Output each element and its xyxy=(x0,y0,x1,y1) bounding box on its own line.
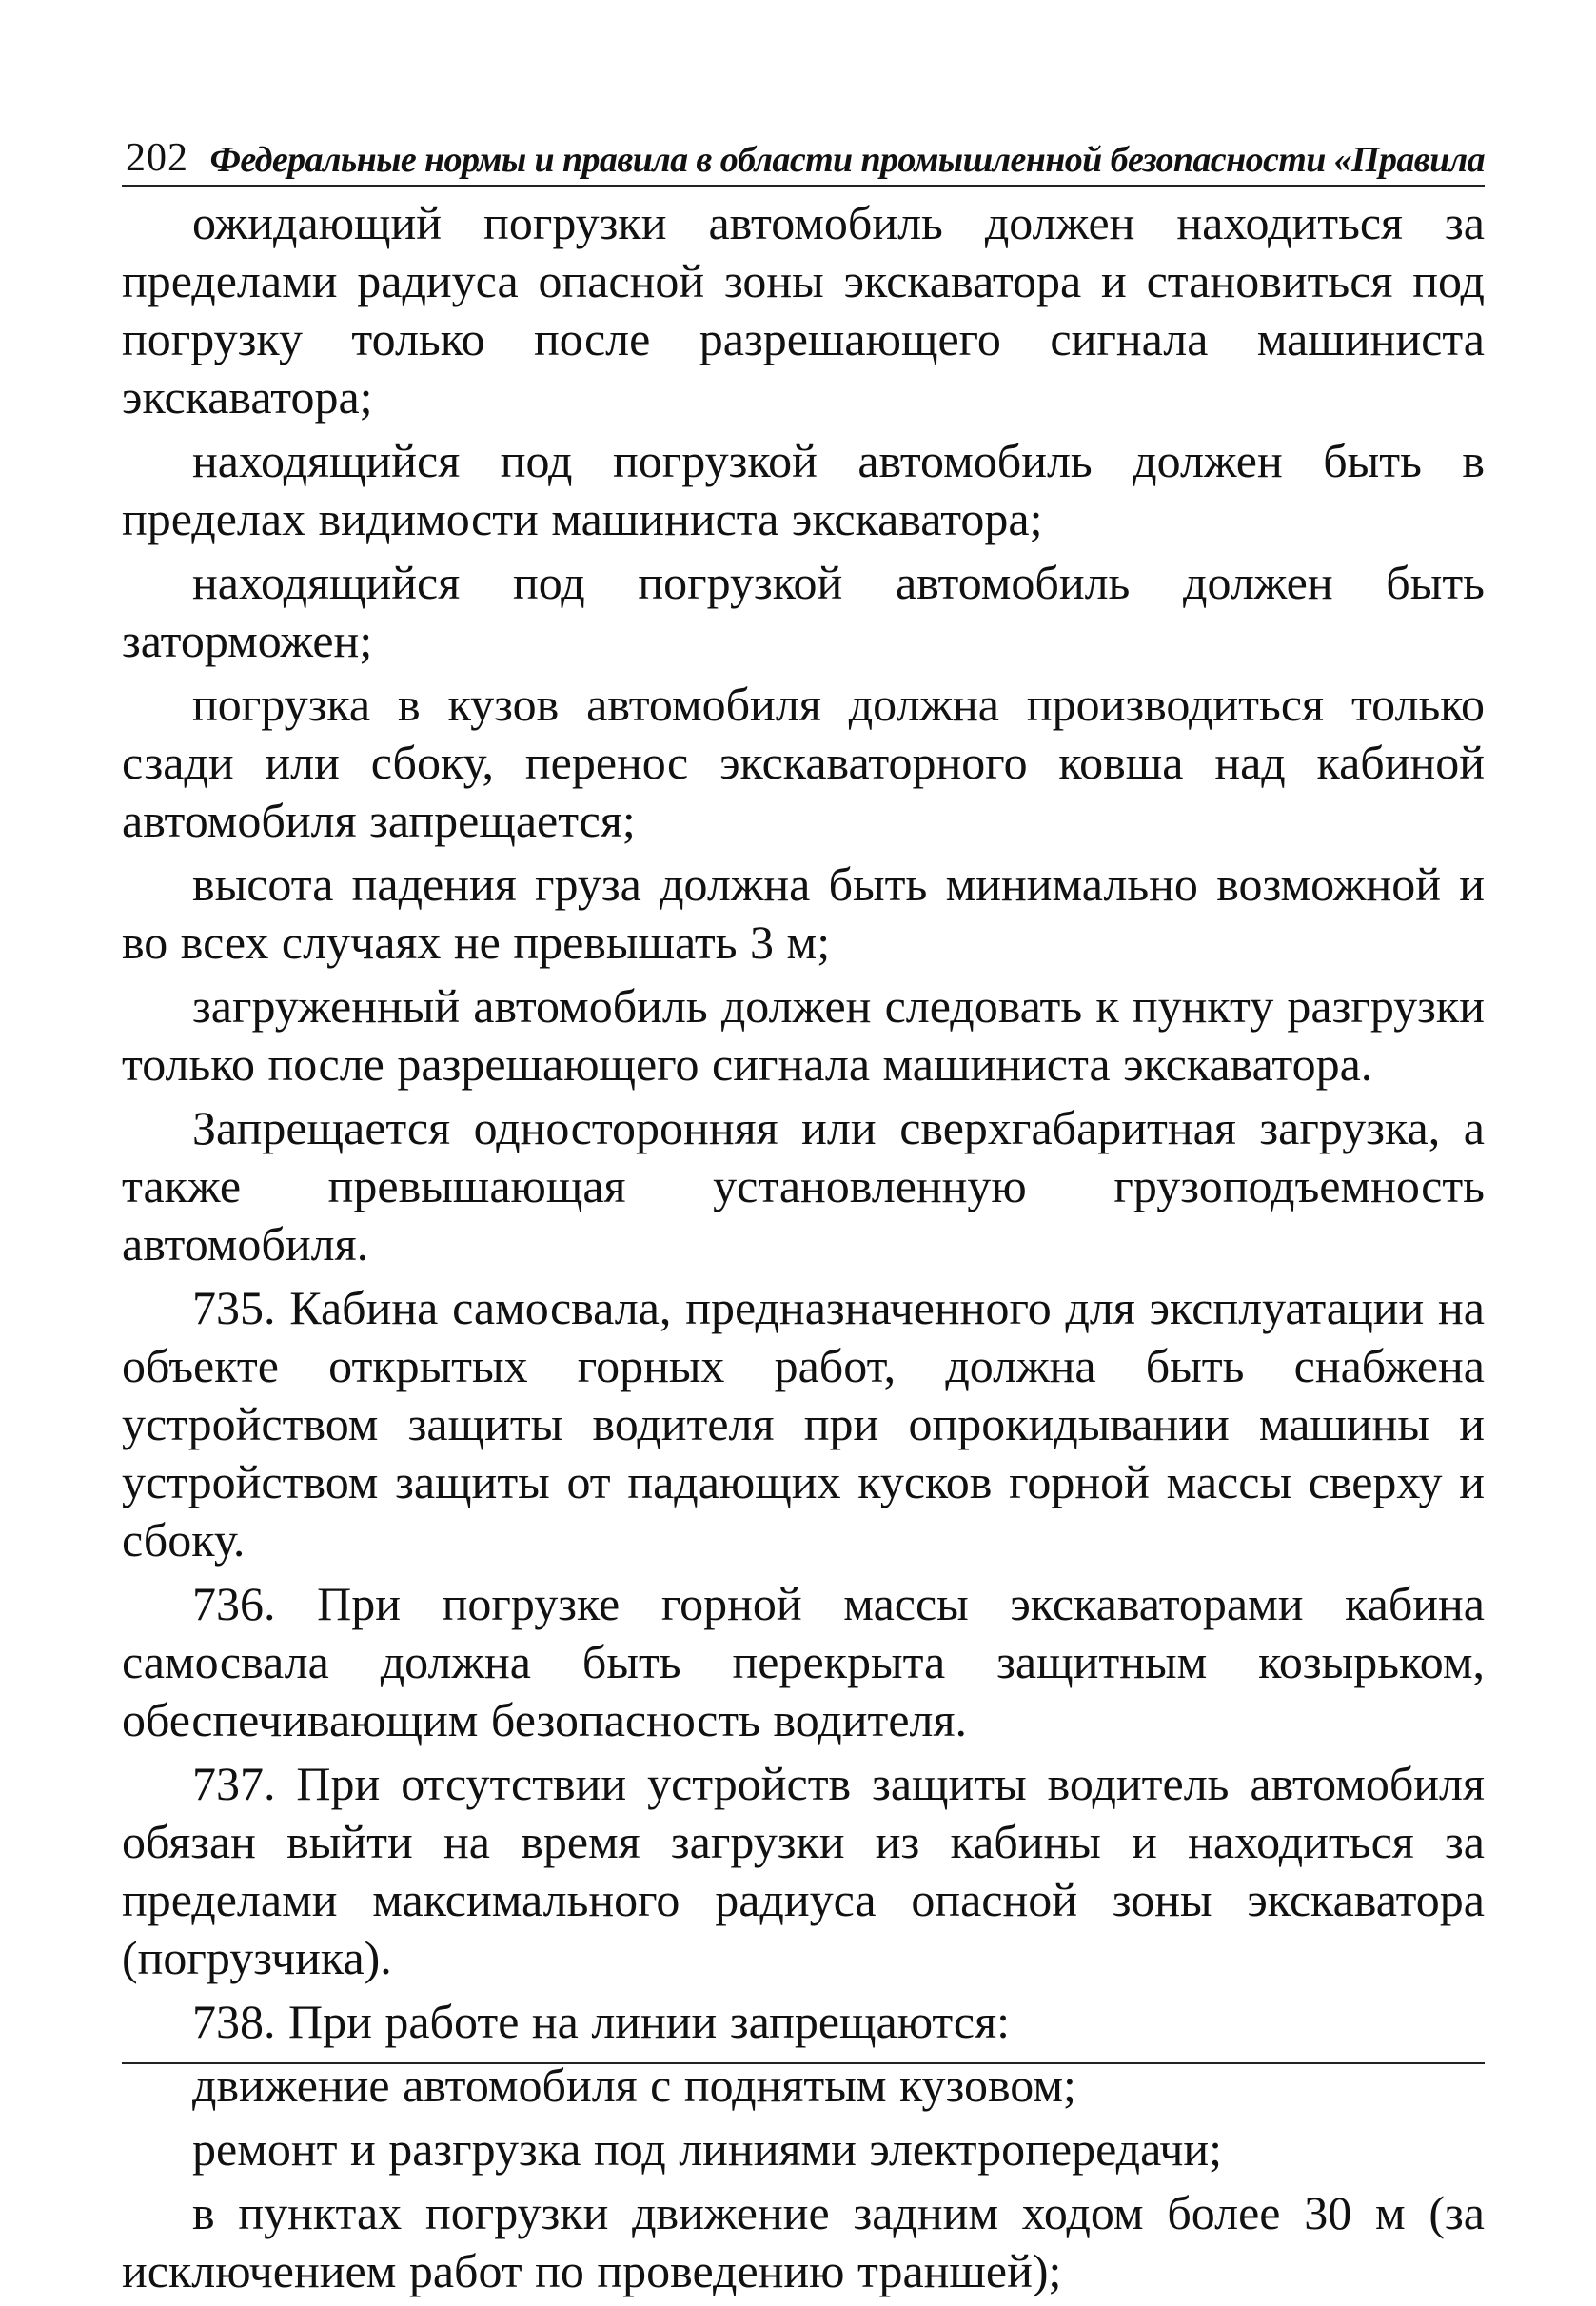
paragraph: ожидающий погрузки автомобиль должен находиться за пределами радиуса опасной зоны экскаватора и становиться под погрузку только после разрешающего сигнала машиниста экскаватора; xyxy=(122,196,1485,424)
paragraph: загруженный автомобиль должен следовать к пункту разгрузки только после разрешающего сигнала машиниста экскаватора. xyxy=(122,979,1485,1091)
book-page xyxy=(122,0,1485,2297)
text-body xyxy=(122,194,1485,2306)
paragraph: находящийся под погрузкой автомобиль должен быть в пределах видимости машиниста экскаватора; xyxy=(122,434,1485,545)
paragraph: движение автомобиля с поднятым кузовом; xyxy=(192,2059,1076,2112)
running-title: Федеральные нормы и правила в области промышленной безопасности «Правила xyxy=(209,140,1485,180)
running-header xyxy=(122,131,1485,187)
paragraph: в пунктах погрузки движение задним ходом более 30 м (за исключением работ по проведению траншей); xyxy=(122,2186,1485,2297)
page-number: 202 xyxy=(126,136,188,180)
bottom-divider xyxy=(122,2062,1485,2064)
paragraph: Запрещается односторонняя или сверхгабаритная загрузка, а также превышающая установленную грузоподъемность автомобиля. xyxy=(122,1101,1485,1271)
paragraph: ремонт и разгрузка под линиями электропередачи; xyxy=(192,2122,1223,2176)
paragraph: 738. При работе на линии запрещаются: xyxy=(192,1995,1010,2048)
paragraph: высота падения груза должна быть минимально возможной и во всех случаях не превышать 3 м; xyxy=(122,857,1485,969)
paragraph: 737. При отсутствии устройств защиты водитель автомобиля обязан выйти на время загрузки из кабины и находиться за пределами максимального радиуса опасной зоны экскаватора (погрузчика). xyxy=(122,1757,1485,1984)
paragraph: 735. Кабина самосвала, предназначенного для эксплуатации на объекте открытых горных работ, должна быть снабжена устройством защиты водителя при опрокидывании машины и устройством защиты от падающих кусков горной массы сверху и сбоку. xyxy=(122,1281,1485,1567)
paragraph: находящийся под погрузкой автомобиль должен быть заторможен; xyxy=(122,556,1485,667)
paragraph: 736. При погрузке горной массы экскаваторами кабина самосвала должна быть перекрыта защитным козырьком, обеспечивающим безопасность водителя. xyxy=(122,1577,1485,1746)
paragraph: погрузка в кузов автомобиля должна производиться только сзади или сбоку, перенос экскаваторного ковша над кабиной автомобиля запрещается; xyxy=(122,678,1485,847)
